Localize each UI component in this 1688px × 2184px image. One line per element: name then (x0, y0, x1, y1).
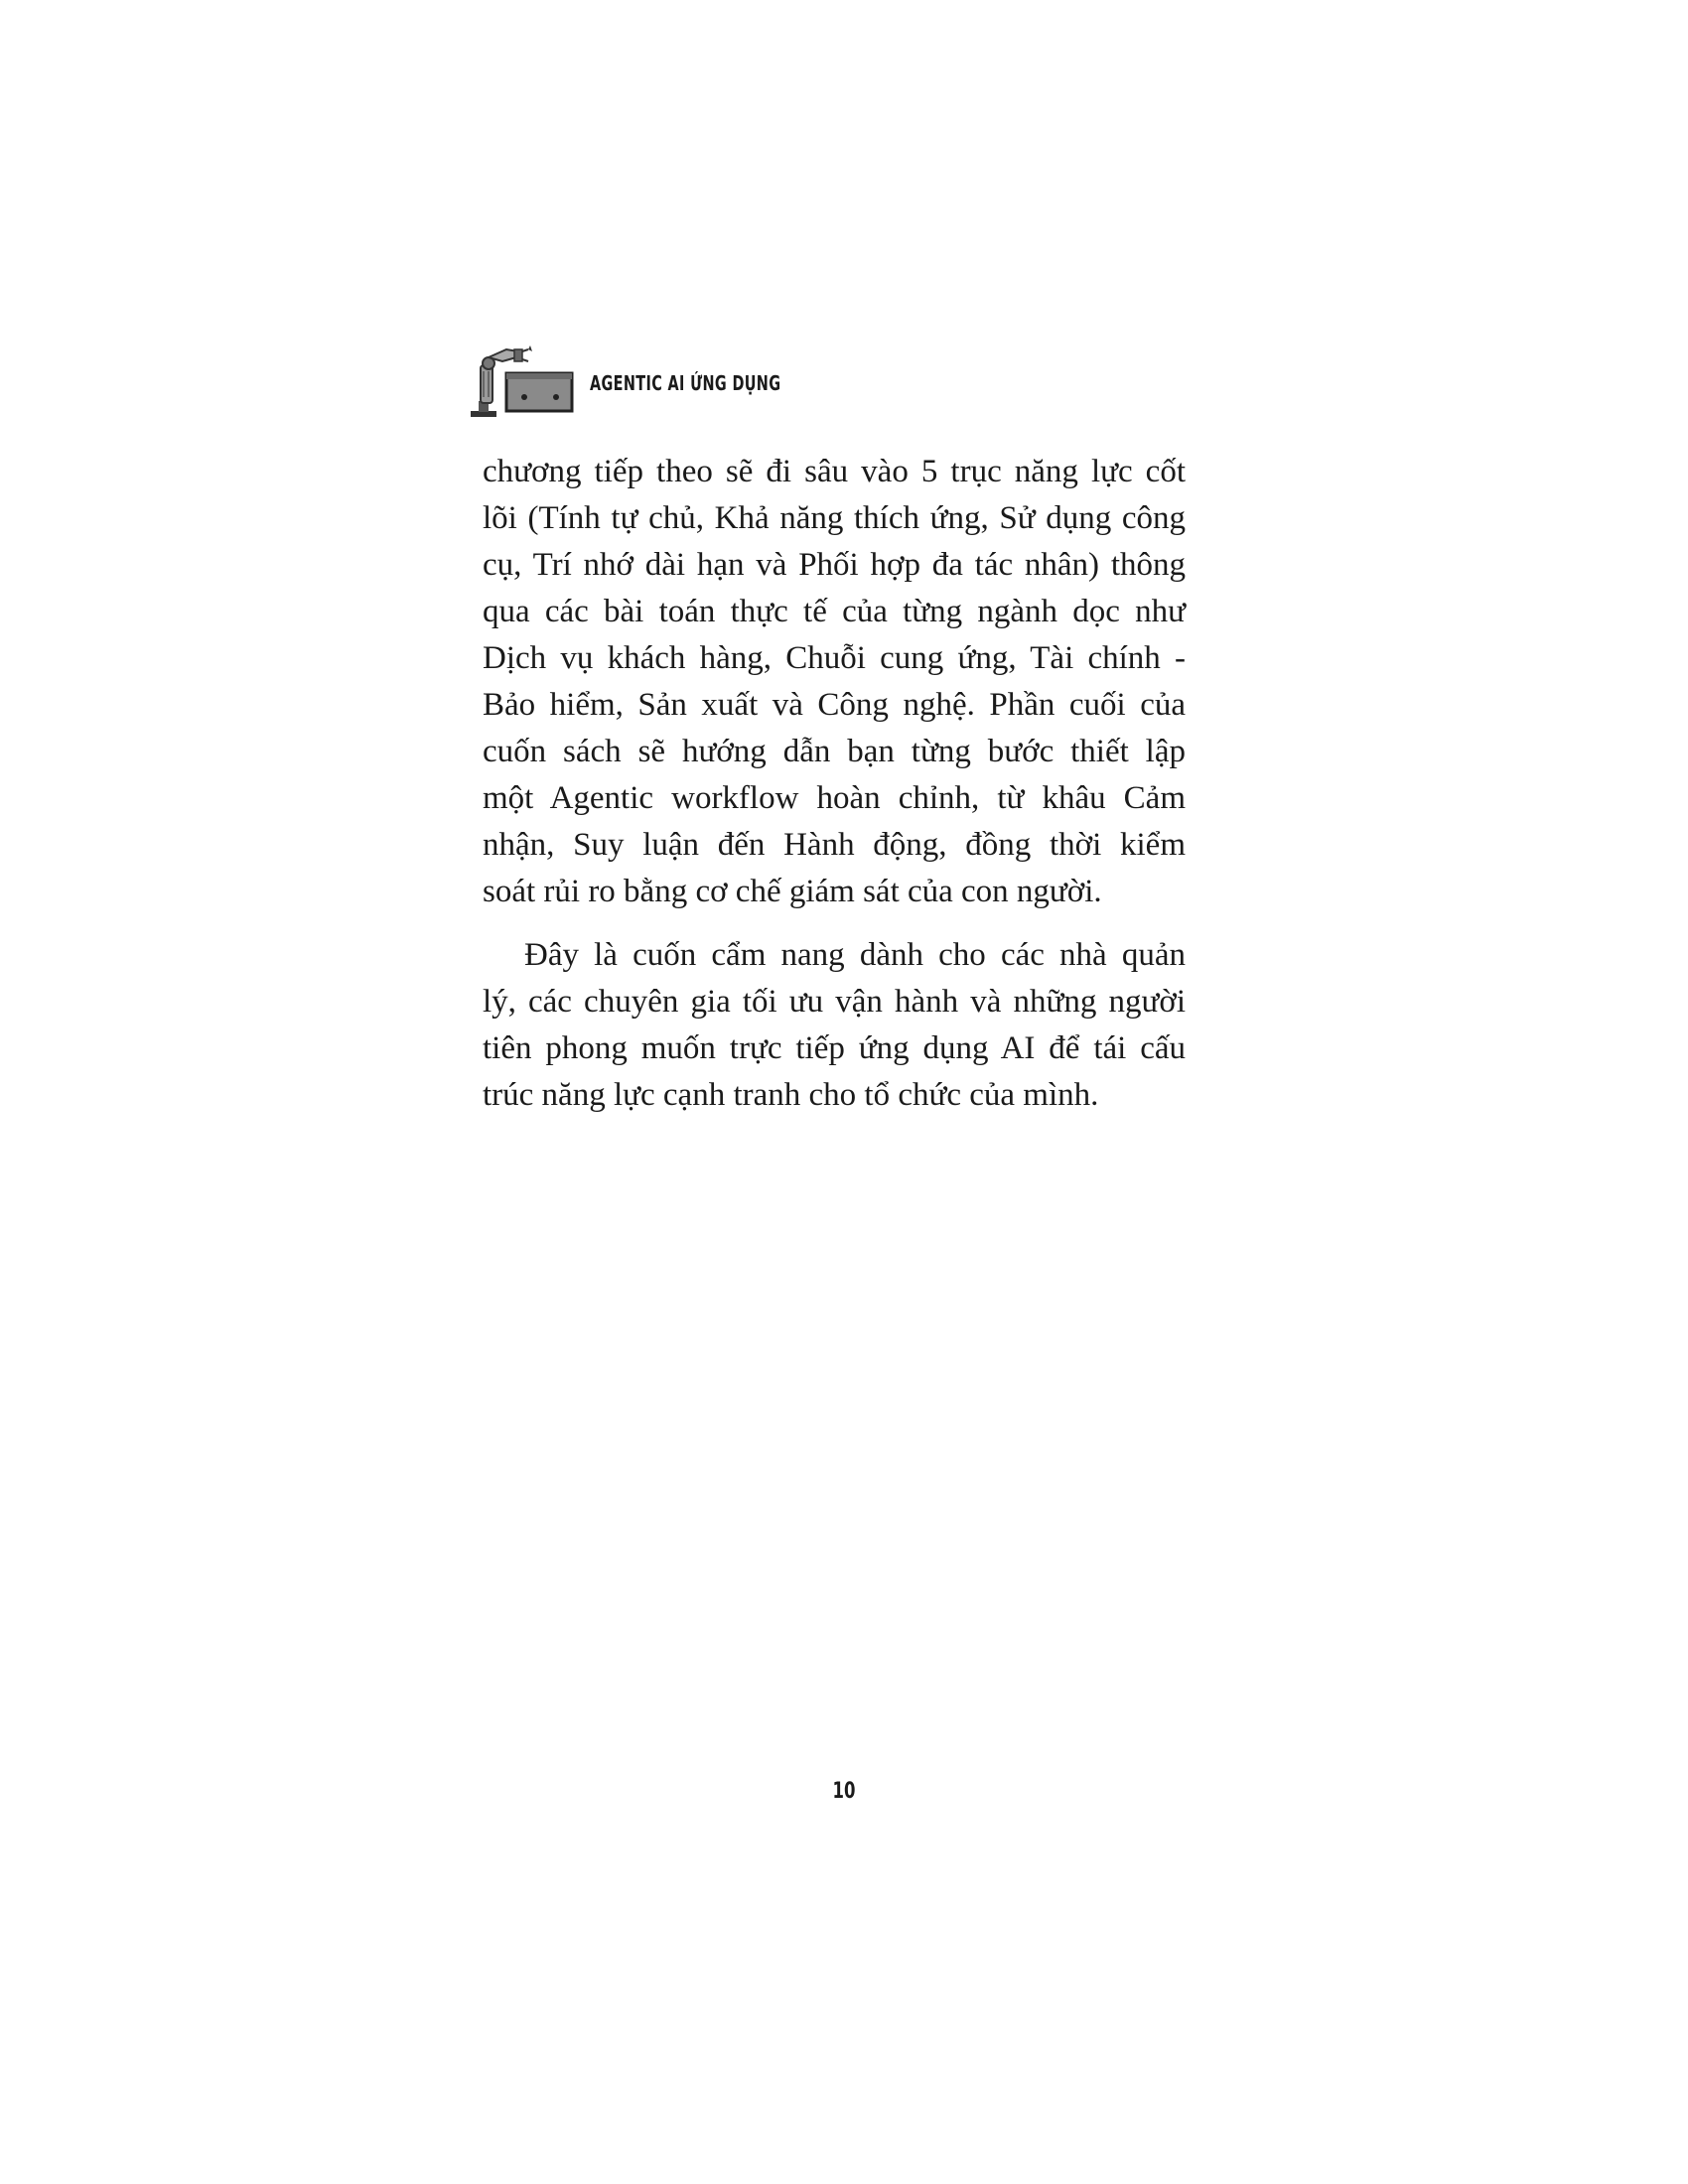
text-line: cuốn sách sẽ hướng dẫn bạn từng bước thiết lập (483, 734, 1186, 769)
text-line: lý, các chuyên gia tối ưu vận hành và những người (483, 984, 1186, 1020)
running-header-title: AGENTIC AI ỨNG DỤNG (590, 371, 781, 395)
text-line: nhận, Suy luận đến Hành động, đồng thời kiểm (483, 827, 1186, 863)
text-line: soát rủi ro bằng cơ chế giám sát của con người. (483, 874, 1102, 909)
robot-arm-icon (467, 341, 578, 421)
text-line: Bảo hiểm, Sản xuất và Công nghệ. Phần cuối của (483, 687, 1186, 723)
paragraph (483, 932, 1186, 1119)
text-line: Đây là cuốn cẩm nang dành cho các nhà quản (524, 937, 1186, 973)
body-text (483, 449, 1186, 1119)
text-line: lõi (Tính tự chủ, Khả năng thích ứng, Sử dụng công (483, 500, 1186, 536)
text-line: qua các bài toán thực tế của từng ngành dọc như (483, 594, 1186, 629)
text-line: trúc năng lực cạnh tranh cho tổ chức của mình. (483, 1077, 1099, 1113)
running-header (467, 341, 784, 421)
text-line: chương tiếp theo sẽ đi sâu vào 5 trục năng lực cốt (483, 454, 1186, 489)
text-line: một Agentic workflow hoàn chỉnh, từ khâu Cảm (483, 780, 1186, 816)
text-line: tiên phong muốn trực tiếp ứng dụng AI để tái cấu (483, 1030, 1186, 1066)
paragraph (483, 449, 1186, 915)
text-line: cụ, Trí nhớ dài hạn và Phối hợp đa tác nhân) thông (483, 547, 1186, 583)
text-line: Dịch vụ khách hàng, Chuỗi cung ứng, Tài chính - (483, 640, 1186, 676)
page-number: 10 (832, 1779, 856, 1804)
